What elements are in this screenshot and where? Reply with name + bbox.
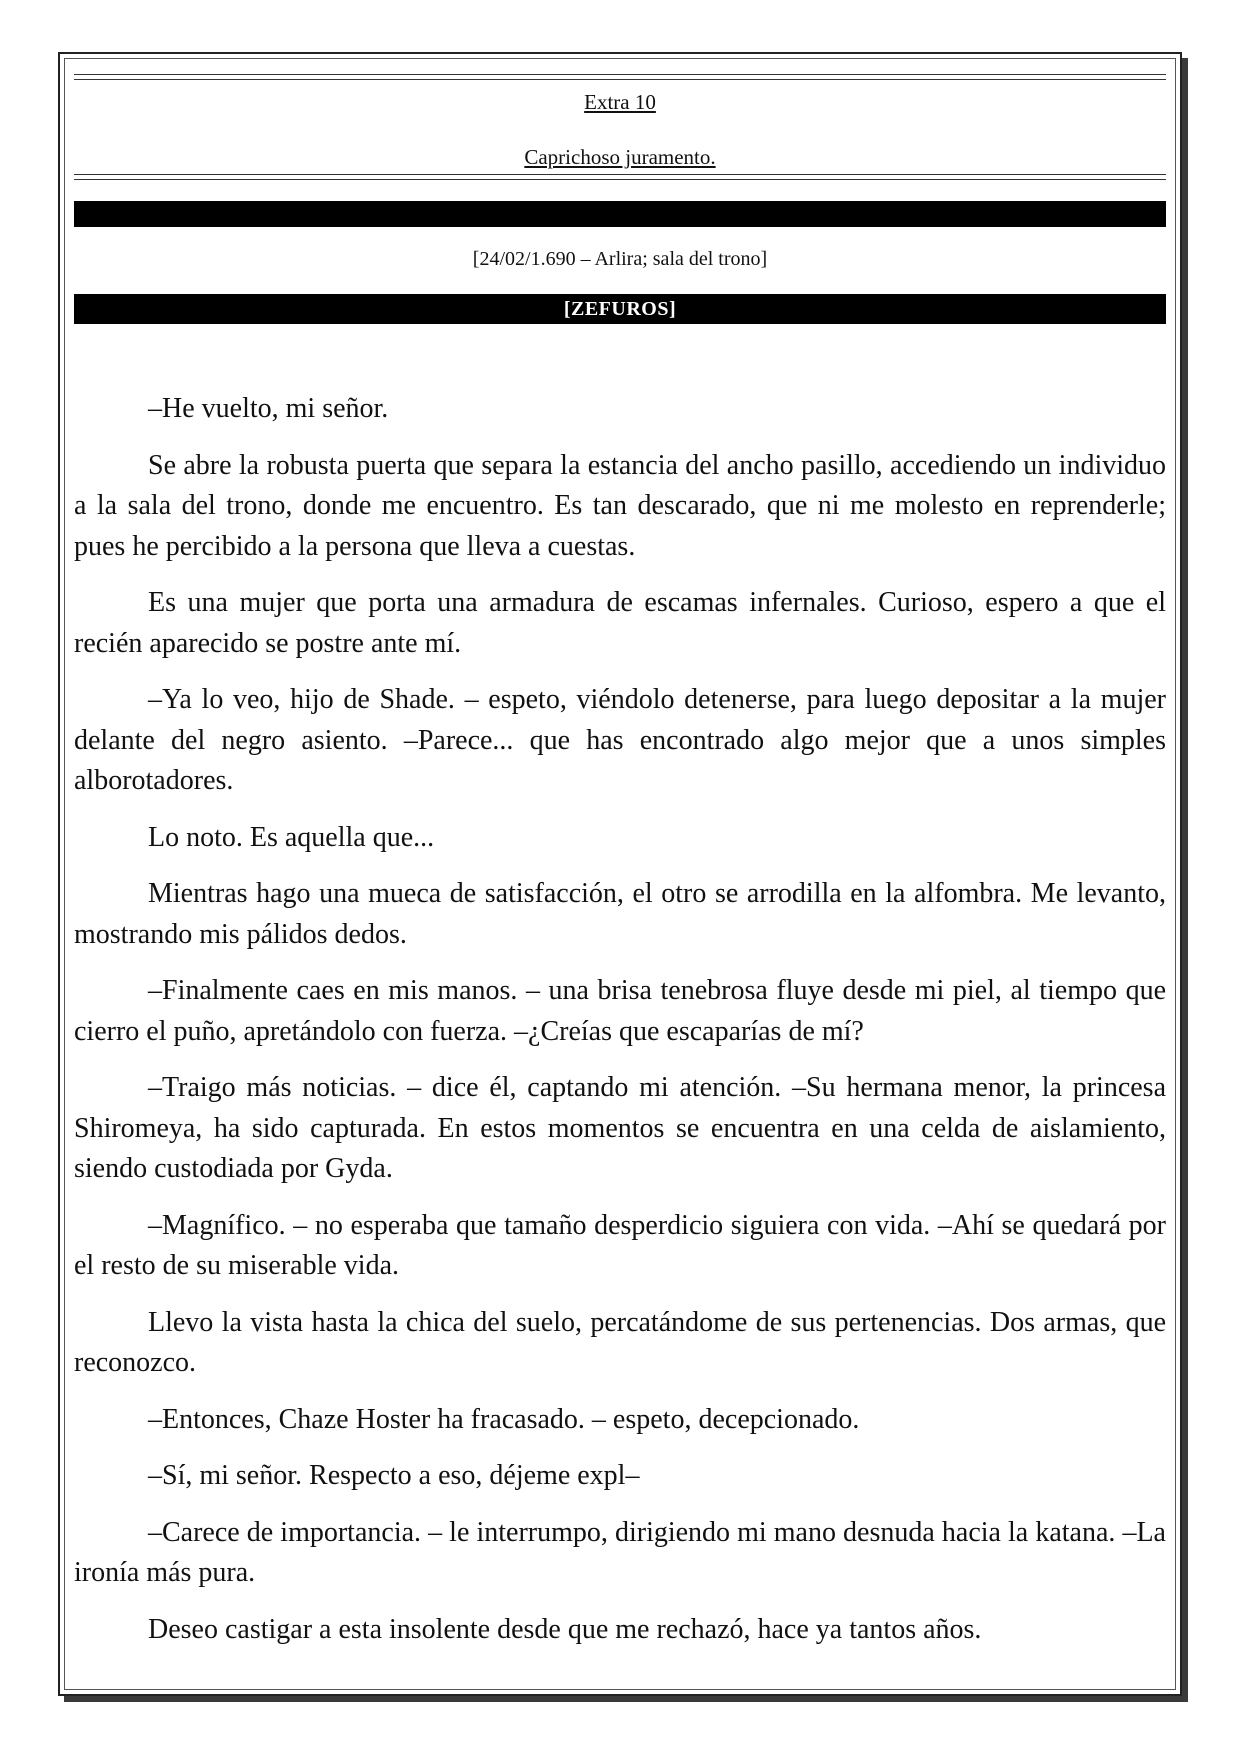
paragraph: Mientras hago una mueca de satisfacción, el otro se arrodilla en la alfombra. Me levanto, mostrando mis pálidos dedos.: [74, 878, 1166, 950]
chapter-body: [74, 389, 1166, 1666]
narrator-banner: [ZEFUROS]: [74, 294, 1166, 324]
scene-dateline: [24/02/1.690 – Arlira; sala del trono]: [472, 248, 768, 270]
header-bottom-rule: [74, 174, 1166, 180]
chapter-title: Extra 10: [584, 90, 656, 114]
chapter-subtitle: Caprichoso juramento.: [524, 145, 716, 169]
page-frame: [58, 52, 1182, 1696]
paragraph: –He vuelto, mi señor.: [148, 393, 389, 424]
paragraph: –Carece de importancia. – le interrumpo, dirigiendo mi mano desnuda hacia la katana. –La ironía más pura.: [74, 1516, 1166, 1588]
paragraph: Deseo castigar a esta insolente desde que me rechazó, hace ya tantos años.: [148, 1613, 982, 1645]
paragraph: Es una mujer que porta una armadura de escamas infernales. Curioso, espero a que el recién aparecido se postre ante mí.: [74, 587, 1166, 659]
paragraph: Lo noto. Es aquella que...: [148, 821, 435, 853]
paragraph: –Ya lo veo, hijo de Shade. – espeto, viéndolo detenerse, para luego depositar a la mujer delante del negro asiento. –Parece... que has encontrado algo mejor que a unos simples alborotadores.: [74, 684, 1166, 796]
header-top-rule: [74, 74, 1166, 80]
paragraph: –Traigo más noticias. – dice él, captando mi atención. –Su hermana menor, la princesa Shiromeya, ha sido capturada. En estos momentos se encuentra en una celda de aislamiento, siendo custodiada por Gyda.: [74, 1072, 1166, 1184]
paragraph: –Magnífico. – no esperaba que tamaño desperdicio siguiera con vida. –Ahí se quedará por el resto de su miserable vida.: [74, 1209, 1166, 1281]
paragraph: Se abre la robusta puerta que separa la estancia del ancho pasillo, accediendo un individuo a la sala del trono, donde me encuentro. Es tan descarado, que ni me molesto en reprenderle; pues he percibido a la persona que lleva a cuestas.: [74, 449, 1166, 562]
paragraph: –Finalmente caes en mis manos. – una brisa tenebrosa fluye desde mi piel, al tiempo que cierro el puño, apretándolo con fuerza. –¿Creías que escaparías de mí?: [74, 975, 1166, 1047]
separator-bar: [74, 201, 1166, 227]
paragraph: –Entonces, Chaze Hoster ha fracasado. – espeto, decepcionado.: [148, 1403, 860, 1435]
paragraph: –Sí, mi señor. Respecto a eso, déjeme expl–: [148, 1460, 640, 1491]
paragraph: Llevo la vista hasta la chica del suelo, percatándome de sus pertenencias. Dos armas, que reconozco.: [74, 1306, 1166, 1378]
